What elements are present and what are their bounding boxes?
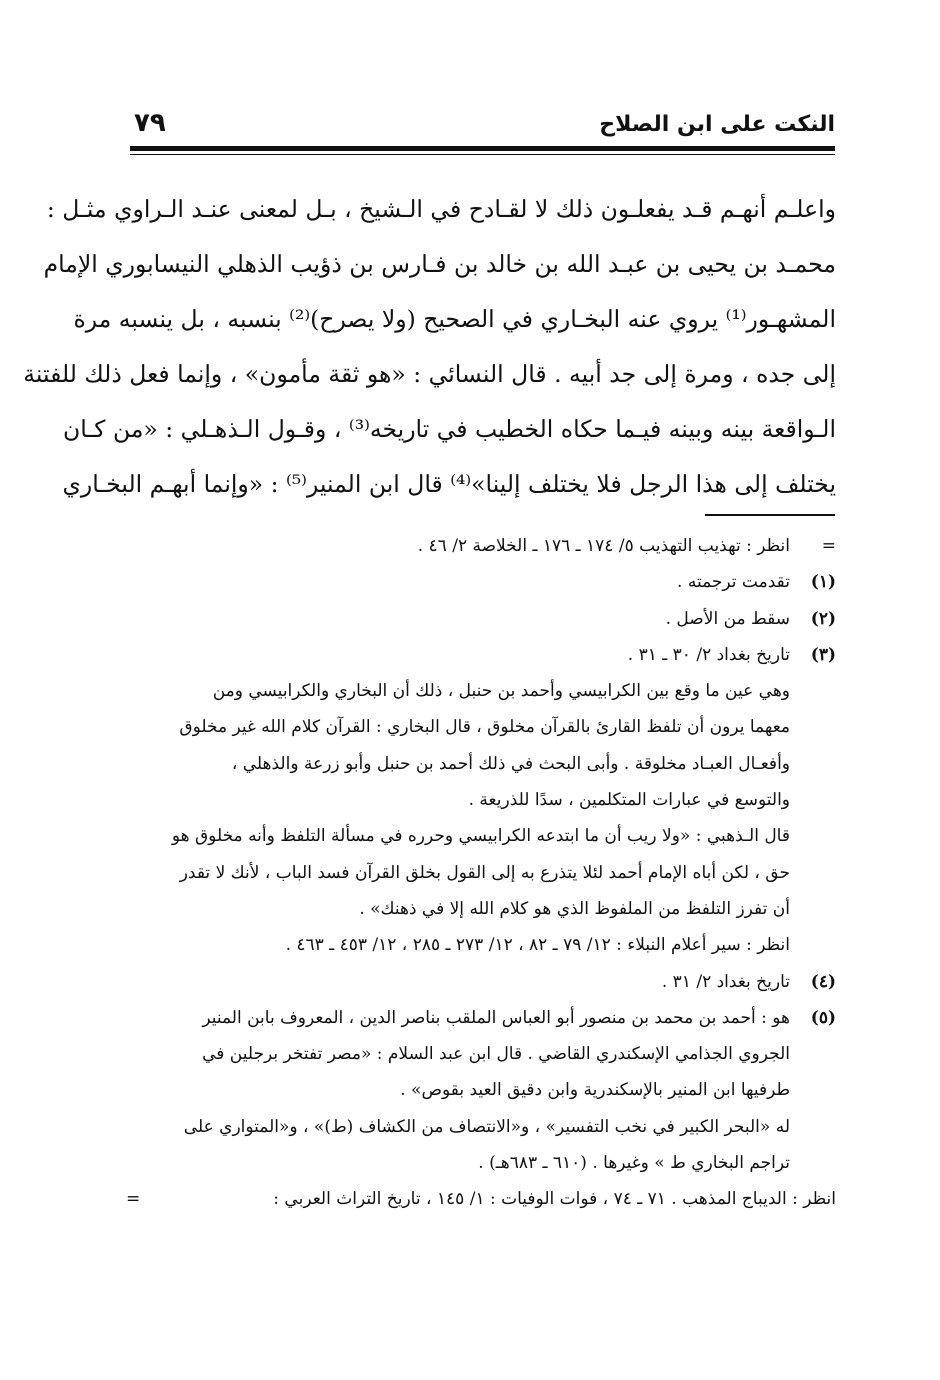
footnote-continuation: وهي عين ما وقع بين الكرابيسي وأحمد بن حنبل ، ذلك أن البخاري والكرابيسي ومن bbox=[212, 681, 790, 702]
page-header bbox=[130, 108, 835, 144]
footnote-4 bbox=[122, 964, 836, 1000]
continuation-marker: = bbox=[821, 536, 836, 556]
main-text bbox=[23, 182, 836, 512]
header-rule-thick bbox=[130, 146, 835, 151]
body-line: الـواقعة بينه وبينه فيـما حكاه الخطيب في تاريخه⁽³⁾ ، وقـول الـذهـلي : «من كـان bbox=[63, 415, 836, 443]
footnote-number: (٣) bbox=[810, 644, 836, 665]
footnote-continuation: أن تفرز التلفظ من الملفوظ الذي هو كلام الله إلا في ذهنك» . bbox=[359, 898, 790, 919]
header-rule-thin bbox=[130, 154, 835, 155]
page-number: ٧٩ bbox=[134, 108, 166, 138]
footnote-carryover bbox=[122, 528, 836, 564]
footnote-5 bbox=[122, 1000, 836, 1036]
footnote-continuation: حق ، لكن أباه الإمام أحمد لئلا يتذرع به إلى القول بخلق القرآن فسد الباب ، لأنك لا تقدر bbox=[179, 862, 790, 883]
footnote-number: (١) bbox=[810, 572, 836, 593]
footnote-continuation: معهما يرون أن تلفظ القارئ بالقرآن مخلوق ، قال البخاري : القرآن كلام الله غير مخلوق bbox=[179, 717, 790, 738]
body-line: يختلف إلى هذا الرجل فلا يختلف إلينا»⁽⁴⁾ قال ابن المنير⁽⁵⁾ : «وإنما أبهـم البخـاري bbox=[62, 470, 836, 498]
footnote-text: تاريخ بغداد ٢/ ٣١ . bbox=[661, 971, 790, 992]
footnote-continuation: والتوسع في عبارات المتكلمين ، سدًا للذريعة . bbox=[468, 790, 790, 811]
footnote-2 bbox=[122, 601, 836, 637]
footnote-separator bbox=[705, 514, 835, 516]
body-line: المشهـور⁽¹⁾ يروي عنه البخـاري في الصحيح (ولا يصرح)⁽²⁾ بنسبه ، بل ينسبه مرة bbox=[73, 305, 836, 333]
footnote-number: (٢) bbox=[810, 608, 836, 629]
body-line: إلى جده ، ومرة إلى جد أبيه . قال النسائي : «هو ثقة مأمون» ، وإنما فعل ذلك للفتنة bbox=[23, 360, 836, 388]
footnote-continuation: وأفعـال العبـاد مخلوقة . وأبى البحث في ذلك أحمد بن حنبل وأبو زرعة والذهلي ، bbox=[231, 753, 790, 774]
footnote-text: سقط من الأصل . bbox=[665, 608, 790, 629]
footnote-continuation: له «البحر الكبير في نخب التفسير» ، و«الانتصاف من الكشاف (ط)» ، و«المتواري على bbox=[183, 1116, 790, 1137]
footnote-continuation: تراجم البخاري ط » وغيرها . (٦١٠ ـ ٦٨٣هـ) . bbox=[478, 1153, 790, 1174]
footnote-tail bbox=[122, 1181, 836, 1217]
continuation-marker: = bbox=[126, 1189, 141, 1210]
body-line: واعلـم أنهـم قـد يفعلـون ذلك لا لقـادح في الـشيخ ، بـل لمعنى عنـد الـراوي مثـل : bbox=[46, 195, 836, 223]
footnote-3 bbox=[122, 637, 836, 673]
footnote-continuation: الجروي الجذامي الإسكندري القاضي . قال ابن عبد السلام : «مصر تفتخر برجلين في bbox=[202, 1044, 790, 1065]
footnote-1 bbox=[122, 564, 836, 600]
footnote-number: (٤) bbox=[810, 971, 836, 992]
running-title: النكت على ابن الصلاح bbox=[599, 112, 835, 137]
footnote-text: انظر : تهذيب التهذيب ٥/ ١٧٤ ـ ١٧٦ ـ الخلاصة ٢/ ٤٦ . bbox=[417, 536, 790, 556]
footnote-text: تقدمت ترجمته . bbox=[677, 572, 790, 593]
footnote-text: تاريخ بغداد ٢/ ٣٠ ـ ٣١ . bbox=[627, 644, 790, 665]
footnote-continuation: انظر : سير أعلام النبلاء : ١٢/ ٧٩ ـ ٨٢ ، ١٢/ ٢٧٣ ـ ٢٨٥ ، ١٢/ ٤٥٣ ـ ٤٦٣ . bbox=[285, 935, 790, 956]
footnote-number: (٥) bbox=[810, 1007, 836, 1028]
footnote-continuation: طرفيها ابن المنير بالإسكندرية وابن دقيق العيد بقوص» . bbox=[400, 1080, 790, 1101]
body-line: محمـد بن يحيى بن عبـد الله بن خالد بن فـارس بن ذؤيب الذهلي النيسابوري الإمام bbox=[43, 250, 836, 278]
footnotes bbox=[122, 528, 836, 1218]
footnote-text: هو : أحمد بن محمد بن منصور أبو العباس الملقب بناصر الدين ، المعروف بابن المنير bbox=[202, 1007, 790, 1028]
footnote-continuation: قال الـذهبي : «ولا ريب أن ما ابتدعه الكرابيسي وحرره في مسألة التلفظ وأنه مخلوق هو bbox=[171, 826, 790, 847]
footnote-text: انظر : الديباج المذهب . ٧١ ـ ٧٤ ، فوات الوفيات : ١/ ١٤٥ ، تاريخ التراث العربي : bbox=[273, 1189, 836, 1210]
